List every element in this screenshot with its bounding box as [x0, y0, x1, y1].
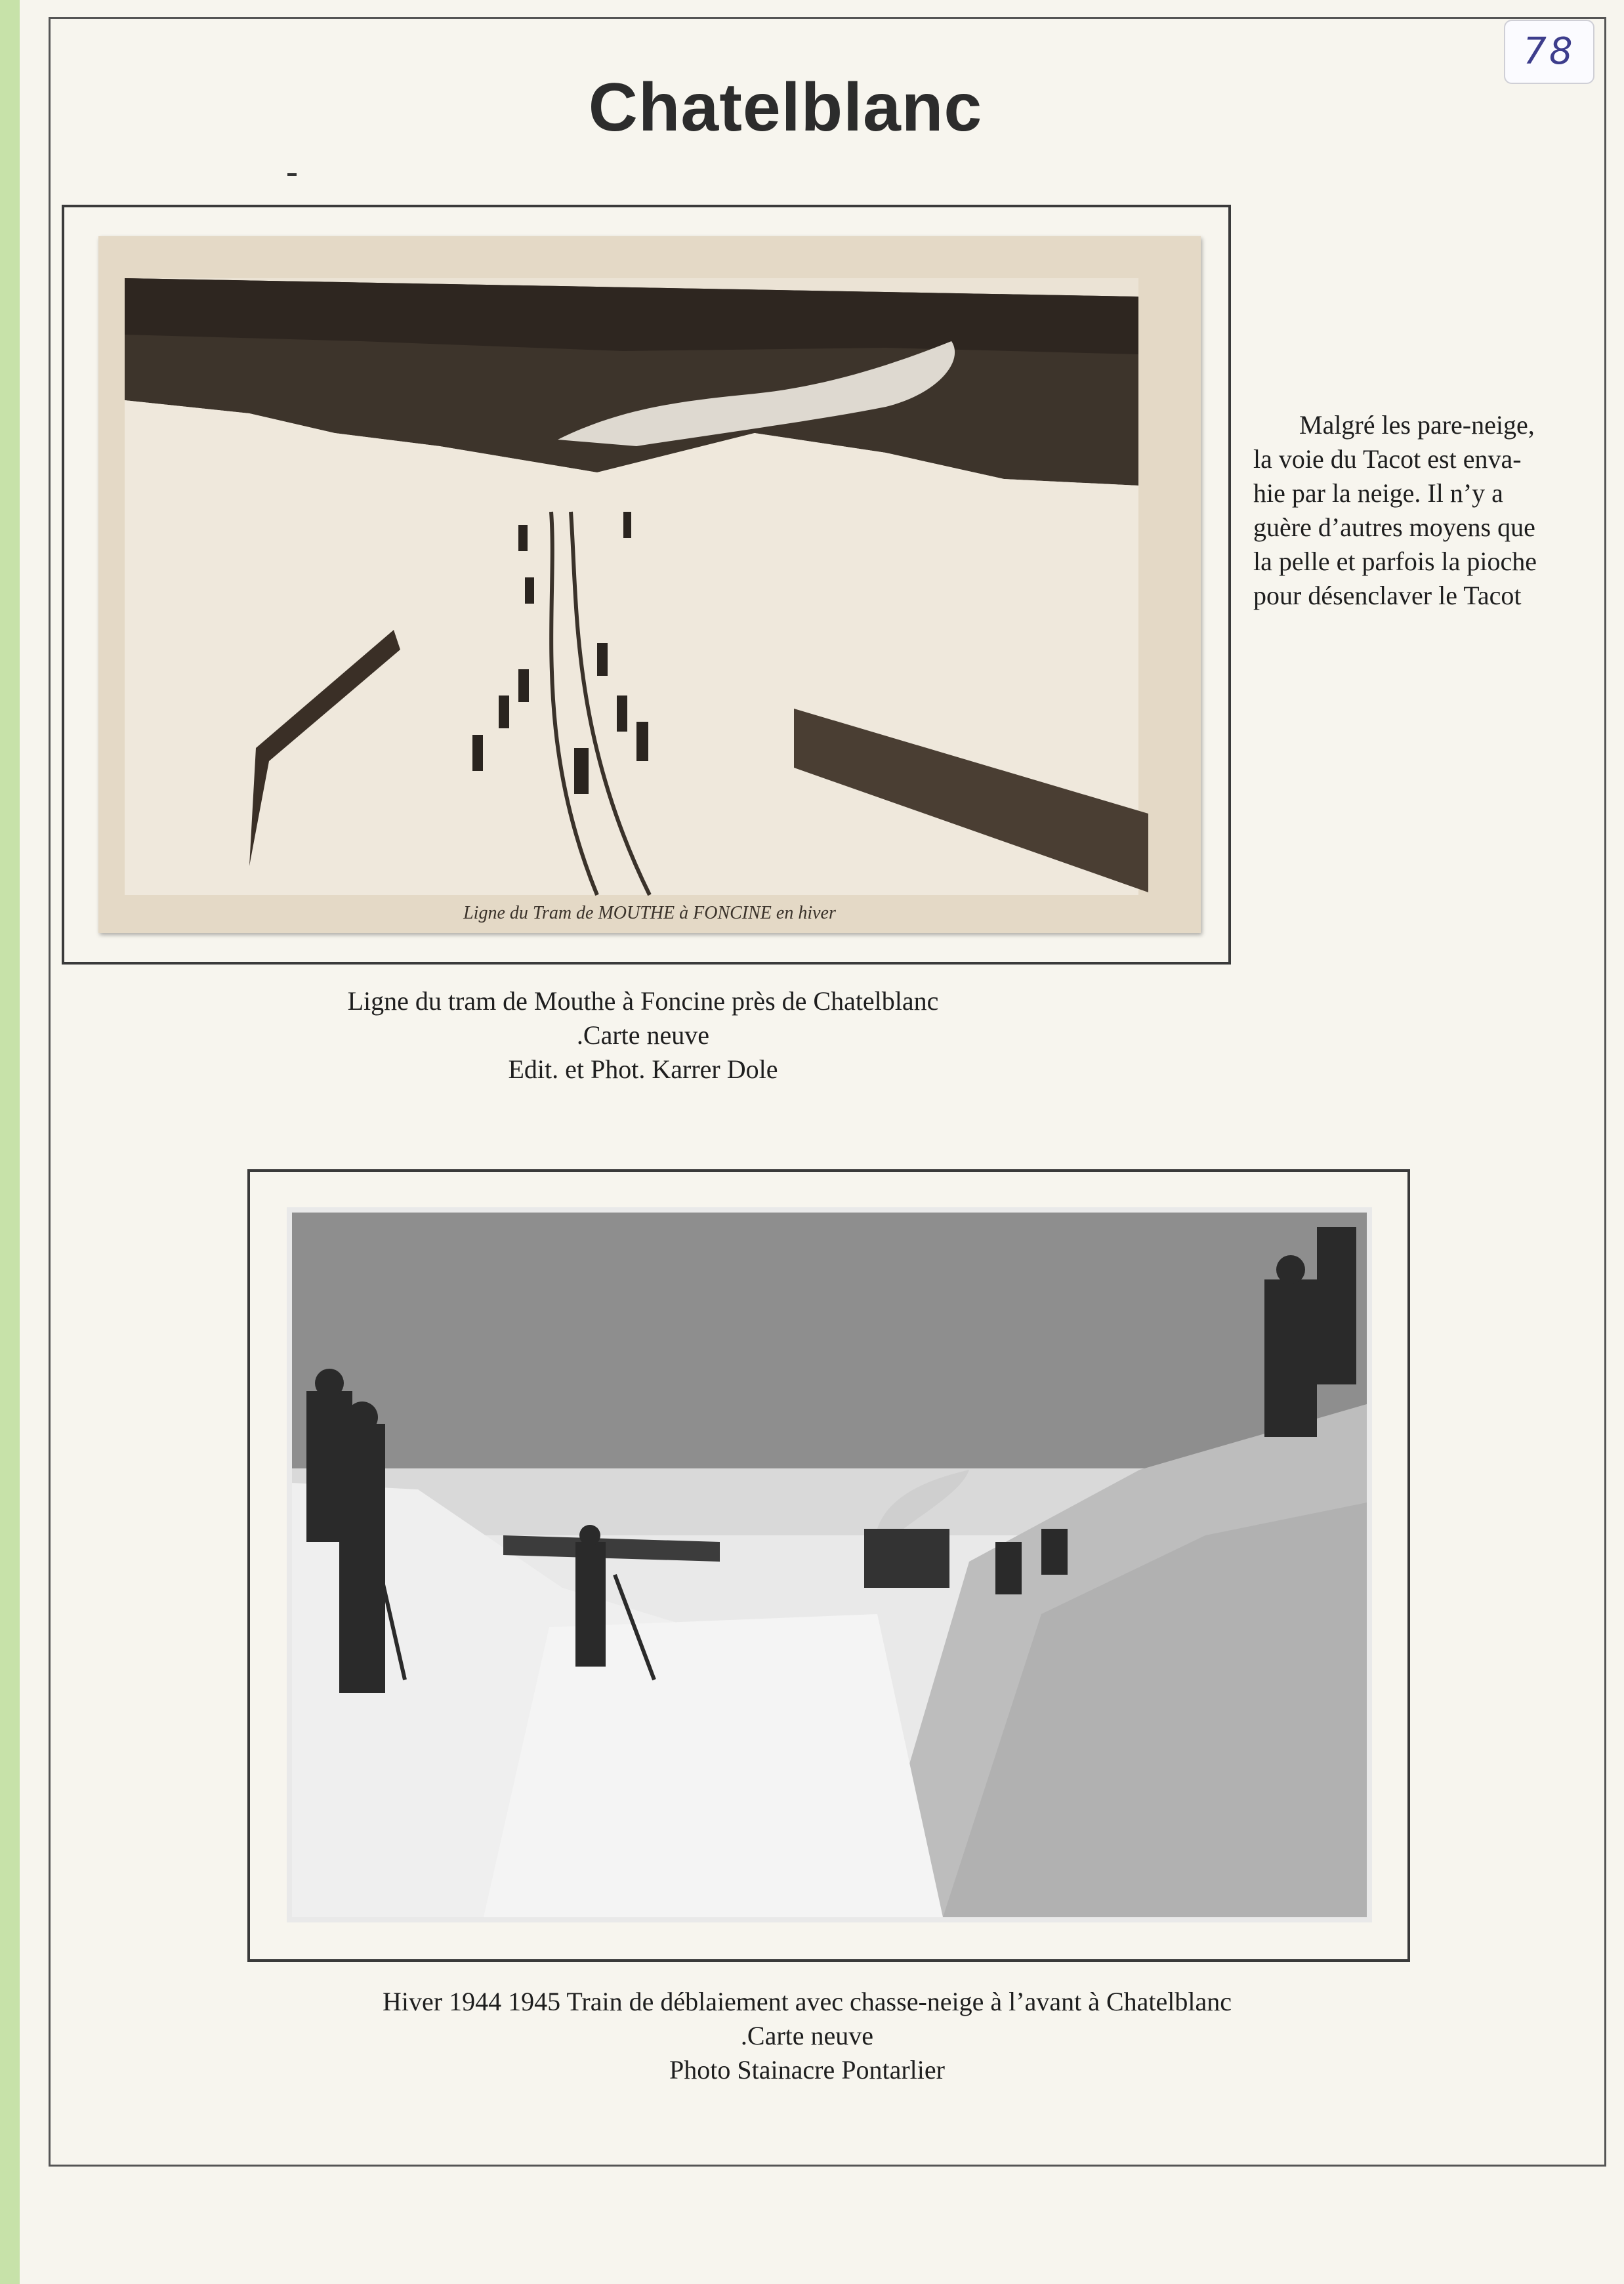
side-note-line: guère d’autres moyens que [1253, 512, 1535, 542]
winter-tram-line-picture [98, 236, 1201, 933]
snowplough-train-picture [287, 1207, 1372, 1922]
caption-line: Edit. et Phot. Karrer Dole [508, 1054, 778, 1084]
caption-line: Hiver 1944 1945 Train de déblaiement avec chasse-neige à l’avant à Chatelblanc [383, 1987, 1232, 2016]
caption-line: .Carte neuve [740, 2021, 874, 2050]
postcard-photo-1 [98, 236, 1201, 933]
side-note [1253, 408, 1594, 613]
side-note-line: hie par la neige. Il n’y a [1253, 478, 1503, 508]
side-note-line: pour désenclaver le Tacot [1253, 581, 1522, 610]
scan-edge [0, 0, 20, 2284]
postcard-printed-caption: Ligne du Tram de MOUTHE à FONCINE en hiver [463, 903, 836, 923]
page-number-sticker: 78 [1504, 20, 1594, 84]
postcard-mount-2 [247, 1169, 1410, 1962]
postcard-mount-1 [62, 205, 1231, 965]
side-note-line: Malgré les pare-neige, [1299, 410, 1535, 440]
caption-line: .Carte neuve [576, 1020, 710, 1050]
postcard-2-caption [217, 1985, 1398, 2087]
page-title: Chatelblanc [588, 70, 983, 146]
side-note-line: la pelle et parfois la pioche [1253, 547, 1537, 576]
postcard-photo-2 [287, 1207, 1372, 1922]
caption-line: Ligne du tram de Mouthe à Foncine près de Chatelblanc [347, 986, 939, 1016]
pencil-mark [287, 173, 297, 176]
side-note-line: la voie du Tacot est enva- [1253, 444, 1522, 474]
album-page [20, 0, 1624, 2284]
caption-line: Photo Stainacre Pontarlier [669, 2055, 945, 2085]
postcard-1-caption [217, 984, 1070, 1087]
